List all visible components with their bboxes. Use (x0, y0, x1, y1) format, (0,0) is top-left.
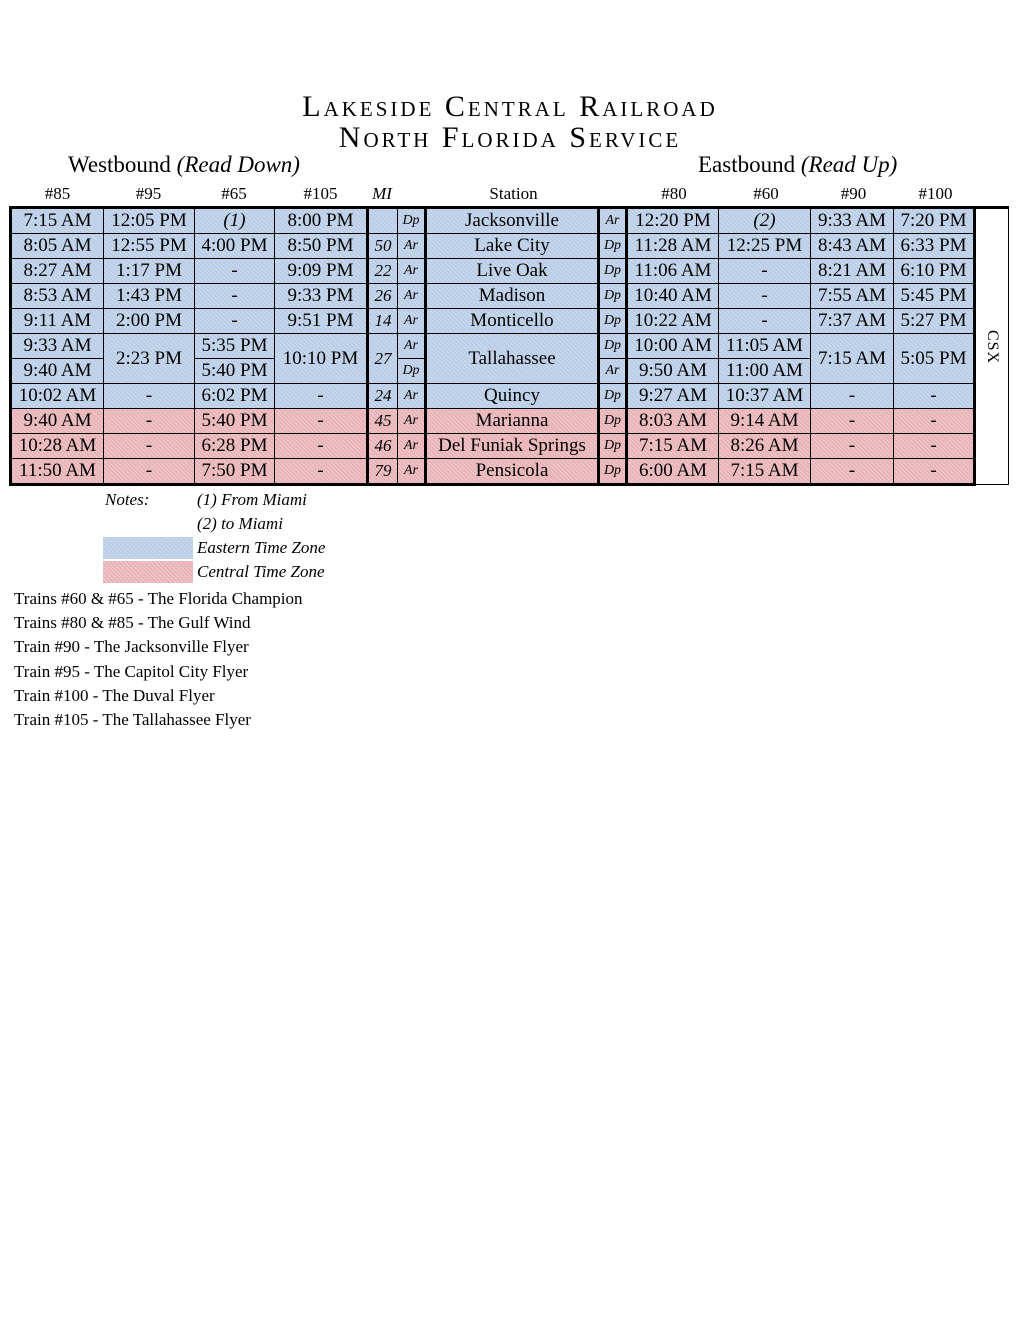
table-row (11, 208, 1009, 234)
westbound-arrive-depart: Ar (398, 334, 426, 359)
eastbound-heading (698, 152, 897, 178)
time-90: 8:21 AM (811, 259, 894, 284)
table-row (11, 384, 1009, 409)
time-65: 6:02 PM (195, 384, 275, 409)
miles: 26 (368, 284, 398, 309)
time-95: - (104, 434, 195, 459)
time-100: - (894, 409, 975, 434)
miles: 24 (368, 384, 398, 409)
eastbound-arrive-depart: Dp (599, 284, 627, 309)
time-65: 4:00 PM (195, 234, 275, 259)
central-zone-label: Central Time Zone (197, 562, 325, 581)
header-105: #105 (303, 184, 338, 203)
time-65: 5:35 PM (195, 334, 275, 359)
time-105: 9:09 PM (275, 259, 368, 284)
time-65: 6:28 PM (195, 434, 275, 459)
header-60: #60 (753, 184, 779, 203)
station-name: Jacksonville (426, 208, 599, 234)
time-100: 6:10 PM (894, 259, 975, 284)
eastbound-arrive-depart: Ar (599, 359, 627, 384)
time-95: 2:23 PM (104, 334, 195, 384)
time-105: 9:51 PM (275, 309, 368, 334)
time-80: 10:40 AM (627, 284, 719, 309)
time-100: 5:05 PM (894, 334, 975, 384)
westbound-arrive-depart: Dp (398, 208, 426, 234)
header-80: #80 (661, 184, 687, 203)
time-80: 8:03 AM (627, 409, 719, 434)
time-105: - (275, 409, 368, 434)
train-name: Train #90 - The Jacksonville Flyer (14, 637, 249, 657)
time-60: 7:15 AM (719, 459, 811, 485)
station-name: Tallahassee (426, 334, 599, 384)
time-60: - (719, 259, 811, 284)
westbound-arrive-depart: Ar (398, 284, 426, 309)
railroad-cell (975, 208, 1009, 485)
time-65: (1) (195, 208, 275, 234)
timetable (9, 206, 1009, 486)
time-100: - (894, 384, 975, 409)
time-95: - (104, 384, 195, 409)
station-name: Quincy (426, 384, 599, 409)
time-80: 10:22 AM (627, 309, 719, 334)
westbound-arrive-depart: Ar (398, 234, 426, 259)
time-90: 7:15 AM (811, 334, 894, 384)
notes-label: Notes: (105, 490, 150, 509)
header-100: #100 (918, 184, 953, 203)
table-row (11, 259, 1009, 284)
time-85: 10:28 AM (11, 434, 104, 459)
time-60: 9:14 AM (719, 409, 811, 434)
time-90: - (811, 409, 894, 434)
time-95: 1:17 PM (104, 259, 195, 284)
time-80: 10:00 AM (627, 334, 719, 359)
time-100: - (894, 434, 975, 459)
time-100: 5:45 PM (894, 284, 975, 309)
time-80: 9:50 AM (627, 359, 719, 384)
miles (368, 208, 398, 234)
railroad-label: CSX (984, 329, 1001, 364)
westbound-arrive-depart: Ar (398, 409, 426, 434)
time-85: 8:27 AM (11, 259, 104, 284)
eastbound-arrive-depart: Dp (599, 434, 627, 459)
time-60: 10:37 AM (719, 384, 811, 409)
time-95: - (104, 409, 195, 434)
westbound-note: (Read Down) (176, 152, 300, 177)
station-name: Lake City (426, 234, 599, 259)
train-name: Train #100 - The Duval Flyer (14, 685, 215, 705)
eastbound-arrive-depart: Dp (599, 459, 627, 485)
time-105: - (275, 459, 368, 485)
time-80: 6:00 AM (627, 459, 719, 485)
train-name: Train #95 - The Capitol City Flyer (14, 661, 249, 681)
time-85: 10:02 AM (11, 384, 104, 409)
time-60: 8:26 AM (719, 434, 811, 459)
table-row (11, 234, 1009, 259)
time-65: 5:40 PM (195, 359, 275, 384)
time-90: - (811, 384, 894, 409)
time-65: - (195, 259, 275, 284)
central-zone-swatch (103, 561, 193, 583)
time-65: - (195, 309, 275, 334)
time-60: 11:00 AM (719, 359, 811, 384)
time-65: - (195, 284, 275, 309)
time-85: 9:40 AM (11, 409, 104, 434)
train-name: Trains #80 & #85 - The Gulf Wind (14, 613, 251, 633)
time-90: 7:55 AM (811, 284, 894, 309)
table-row (11, 409, 1009, 434)
time-105: 8:00 PM (275, 208, 368, 234)
eastbound-arrive-depart: Dp (599, 409, 627, 434)
station-name: Marianna (426, 409, 599, 434)
station-name: Madison (426, 284, 599, 309)
miles: 79 (368, 459, 398, 485)
time-105: - (275, 434, 368, 459)
miles: 50 (368, 234, 398, 259)
station-name: Del Funiak Springs (426, 434, 599, 459)
time-90: 7:37 AM (811, 309, 894, 334)
train-name: Trains #60 & #65 - The Florida Champion (14, 589, 303, 608)
note-1: (1) From Miami (197, 490, 307, 509)
westbound-arrive-depart: Ar (398, 259, 426, 284)
time-90: - (811, 459, 894, 485)
eastern-zone-swatch (103, 537, 193, 559)
eastbound-arrive-depart: Ar (599, 208, 627, 234)
eastbound-arrive-depart: Dp (599, 234, 627, 259)
time-85: 9:11 AM (11, 309, 104, 334)
time-80: 12:20 PM (627, 208, 719, 234)
time-105: 9:33 PM (275, 284, 368, 309)
westbound-label: Westbound (68, 152, 171, 177)
time-85: 8:05 AM (11, 234, 104, 259)
header-mi: MI (372, 184, 392, 203)
westbound-arrive-depart: Ar (398, 384, 426, 409)
time-90: 8:43 AM (811, 234, 894, 259)
miles: 45 (368, 409, 398, 434)
time-85: 11:50 AM (11, 459, 104, 485)
time-95: 2:00 PM (104, 309, 195, 334)
railroad-title: Lakeside Central Railroad (302, 90, 718, 123)
table-row (11, 434, 1009, 459)
time-105: - (275, 384, 368, 409)
time-90: 9:33 AM (811, 208, 894, 234)
time-95: - (104, 459, 195, 485)
westbound-arrive-depart: Ar (398, 309, 426, 334)
eastern-zone-label: Eastern Time Zone (197, 538, 326, 557)
time-90: - (811, 434, 894, 459)
eastbound-arrive-depart: Dp (599, 384, 627, 409)
time-85: 7:15 AM (11, 208, 104, 234)
miles: 27 (368, 334, 398, 384)
time-60: 11:05 AM (719, 334, 811, 359)
time-65: 7:50 PM (195, 459, 275, 485)
time-80: 11:28 AM (627, 234, 719, 259)
service-title: North Florida Service (338, 121, 682, 154)
eastbound-note: (Read Up) (800, 152, 898, 177)
miles: 14 (368, 309, 398, 334)
time-60: - (719, 309, 811, 334)
time-85: 9:33 AM (11, 334, 104, 359)
eastbound-label: Eastbound (698, 152, 796, 177)
miles: 22 (368, 259, 398, 284)
time-85: 8:53 AM (11, 284, 104, 309)
time-80: 11:06 AM (627, 259, 719, 284)
time-95: 12:05 PM (104, 208, 195, 234)
header-65: #65 (221, 184, 247, 203)
header-90: #90 (840, 184, 867, 203)
miles: 46 (368, 434, 398, 459)
table-row (11, 284, 1009, 309)
time-80: 7:15 AM (627, 434, 719, 459)
time-100: 5:27 PM (894, 309, 975, 334)
time-100: 6:33 PM (894, 234, 975, 259)
station-name: Pensicola (426, 459, 599, 485)
train-names-list (14, 587, 303, 732)
time-100: 7:20 PM (894, 208, 975, 234)
table-row (11, 334, 1009, 359)
time-60: (2) (719, 208, 811, 234)
westbound-heading (68, 152, 300, 178)
header-station: Station (489, 184, 538, 203)
table-row (11, 459, 1009, 485)
time-60: 12:25 PM (719, 234, 811, 259)
westbound-arrive-depart: Ar (398, 459, 426, 485)
header-95: #95 (135, 184, 162, 203)
eastbound-arrive-depart: Dp (599, 334, 627, 359)
train-name: Train #105 - The Tallahassee Flyer (14, 710, 251, 730)
time-100: - (894, 459, 975, 485)
eastbound-arrive-depart: Dp (599, 309, 627, 334)
header-85: #85 (44, 184, 71, 203)
time-95: 12:55 PM (104, 234, 195, 259)
table-row (11, 309, 1009, 334)
time-95: 1:43 PM (104, 284, 195, 309)
time-105: 8:50 PM (275, 234, 368, 259)
westbound-arrive-depart: Ar (398, 434, 426, 459)
time-65: 5:40 PM (195, 409, 275, 434)
station-name: Monticello (426, 309, 599, 334)
time-85: 9:40 AM (11, 359, 104, 384)
time-80: 9:27 AM (627, 384, 719, 409)
note-2: (2) to Miami (197, 514, 283, 533)
time-60: - (719, 284, 811, 309)
eastbound-arrive-depart: Dp (599, 259, 627, 284)
time-105: 10:10 PM (275, 334, 368, 384)
westbound-arrive-depart: Dp (398, 359, 426, 384)
station-name: Live Oak (426, 259, 599, 284)
